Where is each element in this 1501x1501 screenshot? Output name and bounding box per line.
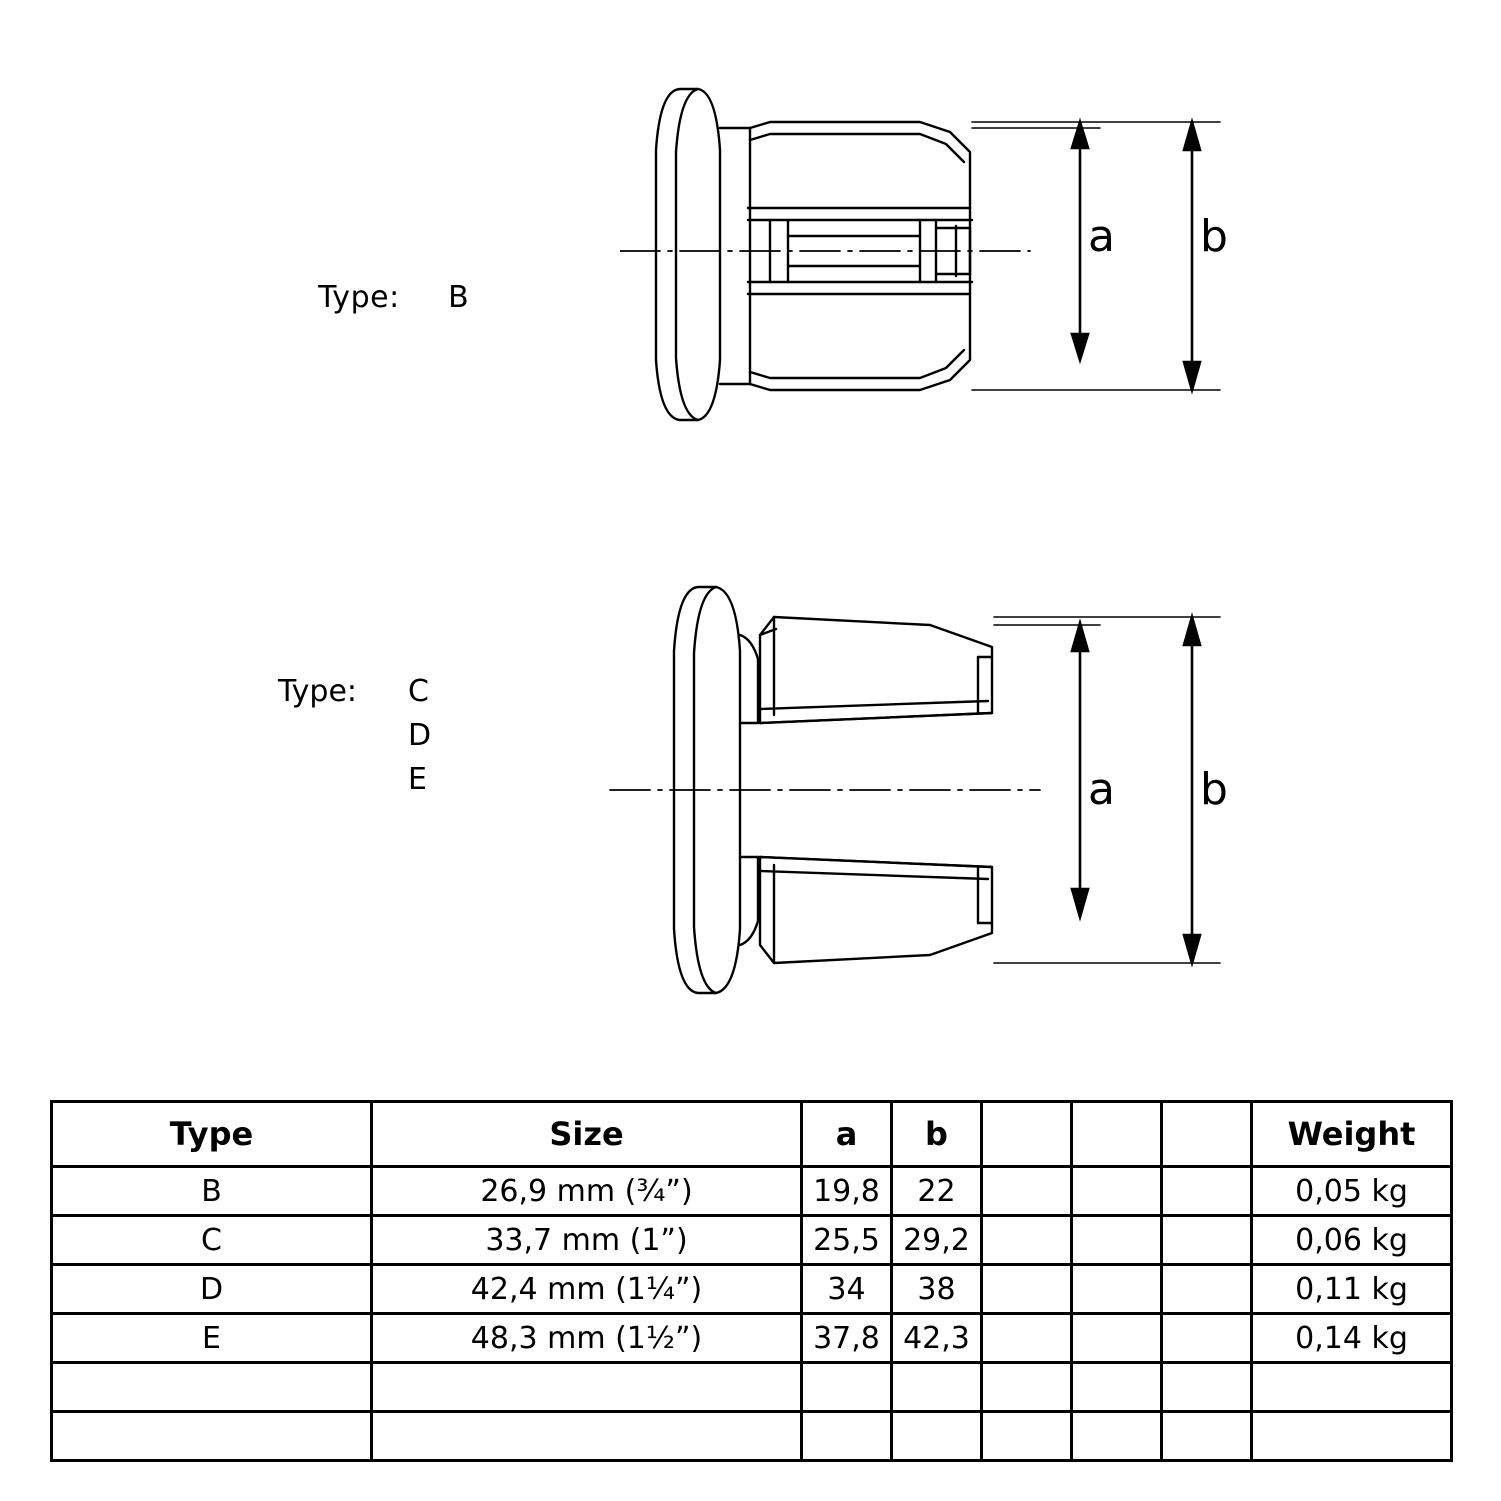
- header-a: a: [802, 1102, 892, 1167]
- cell-empty: [1162, 1412, 1252, 1461]
- cell-blank-1: [982, 1167, 1072, 1216]
- header-blank-1: [982, 1102, 1072, 1167]
- cell-a: 19,8: [802, 1167, 892, 1216]
- spec-table: [50, 1100, 1453, 1462]
- table-row: [52, 1167, 1452, 1216]
- header-blank-3: [1162, 1102, 1252, 1167]
- type-value-c: C: [408, 674, 429, 709]
- cell-a: 37,8: [802, 1314, 892, 1363]
- cell-empty: [1072, 1412, 1162, 1461]
- cell-b: 38: [892, 1265, 982, 1314]
- dimension-letter-b-top: b: [1200, 211, 1228, 262]
- cell-empty: [802, 1412, 892, 1461]
- header-blank-2: [1072, 1102, 1162, 1167]
- cell-blank-2: [1072, 1265, 1162, 1314]
- cell-size: 48,3 mm (1½”): [372, 1314, 802, 1363]
- type-value-top: B: [448, 280, 470, 315]
- cell-size: 33,7 mm (1”): [372, 1216, 802, 1265]
- cell-weight: 0,06 kg: [1252, 1216, 1452, 1265]
- cell-empty: [982, 1363, 1072, 1412]
- cell-blank-1: [982, 1265, 1072, 1314]
- cell-blank-2: [1072, 1314, 1162, 1363]
- cell-blank-3: [1162, 1314, 1252, 1363]
- cell-weight: 0,11 kg: [1252, 1265, 1452, 1314]
- cell-a: 34: [802, 1265, 892, 1314]
- cell-a: 25,5: [802, 1216, 892, 1265]
- cell-empty: [892, 1412, 982, 1461]
- table-row: [52, 1314, 1452, 1363]
- drawing-type-b: [620, 60, 1280, 444]
- cell-blank-3: [1162, 1265, 1252, 1314]
- table-row-empty: [52, 1412, 1452, 1461]
- cell-empty: [1162, 1363, 1252, 1412]
- cell-blank-1: [982, 1314, 1072, 1363]
- cell-empty: [1072, 1363, 1162, 1412]
- cell-size: 26,9 mm (¾”): [372, 1167, 802, 1216]
- header-b: b: [892, 1102, 982, 1167]
- type-value-d: D: [408, 718, 432, 753]
- cell-b: 42,3: [892, 1314, 982, 1363]
- table-row: [52, 1216, 1452, 1265]
- table-row-empty: [52, 1363, 1452, 1412]
- cell-type: B: [52, 1167, 372, 1216]
- header-weight: Weight: [1252, 1102, 1452, 1167]
- cell-empty: [52, 1412, 372, 1461]
- header-type: Type: [52, 1102, 372, 1167]
- type-label-row-c: [278, 670, 431, 714]
- type-label-word-top: Type:: [318, 280, 400, 315]
- dimension-letter-b-bottom: b: [1200, 764, 1228, 815]
- table-body: [52, 1167, 1452, 1461]
- cell-empty: [1252, 1363, 1452, 1412]
- cell-empty: [52, 1363, 372, 1412]
- cell-type: E: [52, 1314, 372, 1363]
- type-label-row-d: [278, 714, 431, 758]
- cell-type: D: [52, 1265, 372, 1314]
- cell-size: 42,4 mm (1¼”): [372, 1265, 802, 1314]
- cell-empty: [372, 1412, 802, 1461]
- type-label-top: [278, 245, 469, 350]
- cell-blank-1: [982, 1216, 1072, 1265]
- cell-empty: [982, 1412, 1072, 1461]
- cell-empty: [892, 1363, 982, 1412]
- cell-empty: [802, 1363, 892, 1412]
- cell-blank-2: [1072, 1167, 1162, 1216]
- header-size: Size: [372, 1102, 802, 1167]
- cell-weight: 0,05 kg: [1252, 1167, 1452, 1216]
- cell-blank-3: [1162, 1216, 1252, 1265]
- dimension-letter-a-top: a: [1088, 211, 1115, 262]
- cell-weight: 0,14 kg: [1252, 1314, 1452, 1363]
- table-header-row: [52, 1102, 1452, 1167]
- drawing-type-cde: [600, 565, 1280, 1019]
- cell-type: C: [52, 1216, 372, 1265]
- table-row: [52, 1265, 1452, 1314]
- dimension-letter-a-bottom: a: [1088, 764, 1115, 815]
- type-label-row-e: [278, 758, 431, 802]
- type-label-word-bottom: Type:: [278, 674, 358, 709]
- cell-blank-2: [1072, 1216, 1162, 1265]
- cell-b: 22: [892, 1167, 982, 1216]
- spec-table-wrapper: [50, 1100, 1450, 1440]
- type-label-bottom: [278, 670, 431, 802]
- cell-empty: [372, 1363, 802, 1412]
- cell-b: 29,2: [892, 1216, 982, 1265]
- type-value-e: E: [408, 762, 427, 797]
- cell-empty: [1252, 1412, 1452, 1461]
- cell-blank-3: [1162, 1167, 1252, 1216]
